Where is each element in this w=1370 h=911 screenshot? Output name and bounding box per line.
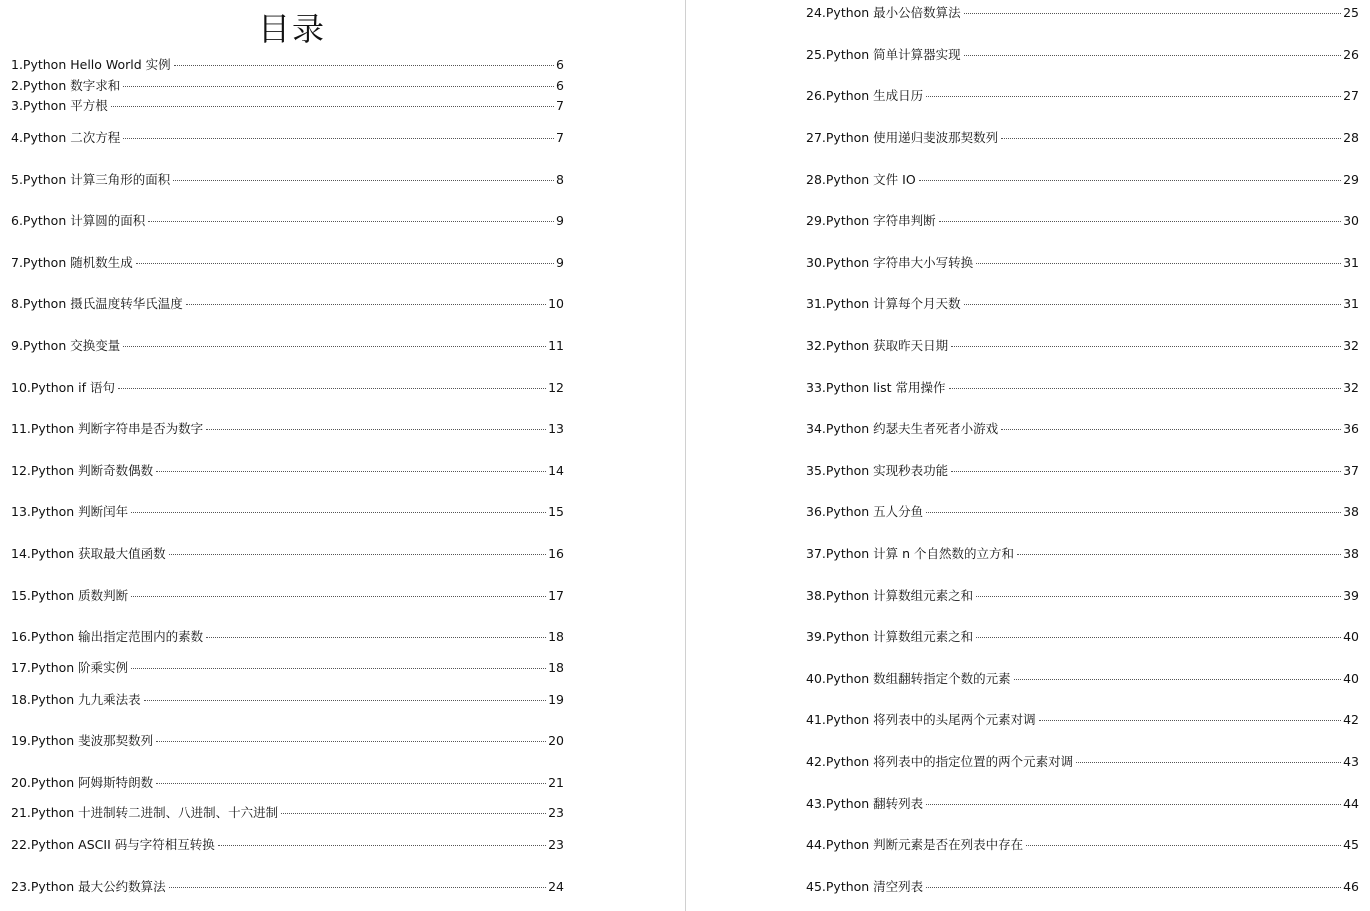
toc-entry-label: 37.Python 计算 n 个自然数的立方和 bbox=[806, 546, 1015, 561]
toc-entry[interactable] bbox=[11, 504, 564, 520]
toc-entry[interactable] bbox=[806, 796, 1359, 812]
toc-entry-label: 5.Python 计算三角形的面积 bbox=[11, 172, 171, 187]
dot-leader bbox=[144, 700, 546, 701]
toc-entry[interactable] bbox=[11, 213, 564, 229]
toc-entry[interactable] bbox=[11, 588, 564, 604]
toc-entry-label: 6.Python 计算圆的面积 bbox=[11, 213, 146, 228]
toc-entry-page: 26 bbox=[1343, 47, 1359, 62]
dot-leader bbox=[111, 106, 554, 107]
toc-entry-page: 45 bbox=[1343, 837, 1359, 852]
toc-entry-page: 9 bbox=[556, 213, 564, 228]
toc-entry-label: 4.Python 二次方程 bbox=[11, 130, 121, 145]
dot-leader bbox=[169, 554, 546, 555]
dot-leader bbox=[206, 637, 546, 638]
toc-entry-label: 24.Python 最小公倍数算法 bbox=[806, 5, 961, 20]
dot-leader bbox=[1076, 762, 1341, 763]
dot-leader bbox=[964, 304, 1341, 305]
toc-entry-page: 39 bbox=[1343, 588, 1359, 603]
toc-entry[interactable] bbox=[11, 130, 564, 146]
toc-entry-label: 35.Python 实现秒表功能 bbox=[806, 463, 949, 478]
toc-entry-label: 14.Python 获取最大值函数 bbox=[11, 546, 166, 561]
toc-right-column bbox=[806, 0, 1359, 911]
dot-leader bbox=[156, 741, 546, 742]
toc-entry[interactable] bbox=[806, 588, 1359, 604]
toc-entry-label: 26.Python 生成日历 bbox=[806, 88, 924, 103]
toc-entry-label: 11.Python 判断字符串是否为数字 bbox=[11, 421, 204, 436]
dot-leader bbox=[1026, 845, 1341, 846]
toc-entry-page: 12 bbox=[548, 380, 564, 395]
toc-entry[interactable] bbox=[11, 629, 564, 645]
toc-entry-page: 32 bbox=[1343, 380, 1359, 395]
dot-leader bbox=[951, 471, 1341, 472]
toc-entry[interactable] bbox=[11, 463, 564, 479]
dot-leader bbox=[964, 55, 1341, 56]
toc-entry-label: 40.Python 数组翻转指定个数的元素 bbox=[806, 671, 1011, 686]
toc-entry-page: 7 bbox=[556, 130, 564, 145]
toc-entry[interactable] bbox=[806, 629, 1359, 645]
toc-entry-page: 29 bbox=[1343, 172, 1359, 187]
toc-entry-label: 13.Python 判断闰年 bbox=[11, 504, 129, 519]
toc-entry[interactable] bbox=[806, 879, 1359, 895]
dot-leader bbox=[926, 887, 1341, 888]
page-divider bbox=[685, 0, 686, 911]
dot-leader bbox=[169, 887, 546, 888]
dot-leader bbox=[1001, 138, 1341, 139]
toc-entry[interactable] bbox=[806, 421, 1359, 437]
toc-entry-page: 21 bbox=[548, 775, 564, 790]
dot-leader bbox=[156, 783, 546, 784]
toc-entry-label: 28.Python 文件 IO bbox=[806, 172, 916, 187]
toc-entry-label: 21.Python 十进制转二进制、八进制、十六进制 bbox=[11, 805, 279, 820]
toc-entry-label: 41.Python 将列表中的头尾两个元素对调 bbox=[806, 712, 1036, 727]
toc-entry-page: 6 bbox=[556, 78, 564, 93]
toc-entry-page: 40 bbox=[1343, 671, 1359, 686]
toc-entry-label: 44.Python 判断元素是否在列表中存在 bbox=[806, 837, 1024, 852]
toc-entry-page: 9 bbox=[556, 255, 564, 270]
page-title: 目录 bbox=[258, 10, 327, 48]
toc-entry[interactable] bbox=[806, 712, 1359, 728]
dot-leader bbox=[123, 346, 546, 347]
dot-leader bbox=[1014, 679, 1341, 680]
dot-leader bbox=[951, 346, 1341, 347]
toc-entry-page: 32 bbox=[1343, 338, 1359, 353]
toc-entry-page: 23 bbox=[548, 805, 564, 820]
toc-entry-label: 20.Python 阿姆斯特朗数 bbox=[11, 775, 154, 790]
toc-entry-page: 15 bbox=[548, 504, 564, 519]
toc-entry-label: 32.Python 获取昨天日期 bbox=[806, 338, 949, 353]
dot-leader bbox=[976, 596, 1341, 597]
toc-entry-page: 42 bbox=[1343, 712, 1359, 727]
toc-entry[interactable] bbox=[11, 296, 564, 312]
toc-entry[interactable] bbox=[11, 78, 564, 94]
toc-entry[interactable] bbox=[11, 380, 564, 396]
toc-entry-page: 36 bbox=[1343, 421, 1359, 436]
toc-entry[interactable] bbox=[806, 380, 1359, 396]
toc-entry-page: 43 bbox=[1343, 754, 1359, 769]
dot-leader bbox=[174, 65, 554, 66]
toc-entry[interactable] bbox=[11, 172, 564, 188]
toc-entry[interactable] bbox=[806, 671, 1359, 687]
dot-leader bbox=[976, 263, 1341, 264]
dot-leader bbox=[131, 596, 546, 597]
toc-entry[interactable] bbox=[11, 805, 564, 821]
toc-entry-page: 17 bbox=[548, 588, 564, 603]
toc-entry[interactable] bbox=[806, 504, 1359, 520]
toc-entry-label: 25.Python 简单计算器实现 bbox=[806, 47, 961, 62]
toc-entry[interactable] bbox=[11, 98, 564, 114]
toc-entry-page: 38 bbox=[1343, 546, 1359, 561]
toc-entry[interactable] bbox=[806, 754, 1359, 770]
dot-leader bbox=[976, 637, 1341, 638]
toc-entry-page: 46 bbox=[1343, 879, 1359, 894]
toc-entry[interactable] bbox=[11, 879, 564, 895]
toc-entry[interactable] bbox=[806, 47, 1359, 63]
toc-entry[interactable] bbox=[806, 88, 1359, 104]
toc-entry-page: 18 bbox=[548, 629, 564, 644]
dot-leader bbox=[131, 668, 546, 669]
toc-entry-label: 39.Python 计算数组元素之和 bbox=[806, 629, 974, 644]
toc-entry[interactable] bbox=[11, 837, 564, 853]
toc-entry-page: 40 bbox=[1343, 629, 1359, 644]
dot-leader bbox=[919, 180, 1341, 181]
toc-entry-label: 30.Python 字符串大小写转换 bbox=[806, 255, 974, 270]
dot-leader bbox=[1001, 429, 1341, 430]
toc-entry-page: 7 bbox=[556, 98, 564, 113]
toc-entry[interactable] bbox=[806, 172, 1359, 188]
toc-entry-label: 17.Python 阶乘实例 bbox=[11, 660, 129, 675]
toc-entry-label: 31.Python 计算每个月天数 bbox=[806, 296, 961, 311]
dot-leader bbox=[173, 180, 554, 181]
toc-entry-label: 34.Python 约瑟夫生者死者小游戏 bbox=[806, 421, 999, 436]
toc-entry-page: 25 bbox=[1343, 5, 1359, 20]
toc-entry-page: 28 bbox=[1343, 130, 1359, 145]
toc-entry[interactable] bbox=[11, 733, 564, 749]
toc-entry-page: 20 bbox=[548, 733, 564, 748]
dot-leader bbox=[926, 512, 1341, 513]
toc-entry[interactable] bbox=[11, 546, 564, 562]
toc-entry-label: 7.Python 随机数生成 bbox=[11, 255, 133, 270]
toc-entry[interactable] bbox=[806, 213, 1359, 229]
toc-entry-page: 44 bbox=[1343, 796, 1359, 811]
toc-entry[interactable] bbox=[11, 338, 564, 354]
toc-entry-label: 2.Python 数字求和 bbox=[11, 78, 121, 93]
toc-entry-label: 9.Python 交换变量 bbox=[11, 338, 121, 353]
toc-entry-label: 15.Python 质数判断 bbox=[11, 588, 129, 603]
dot-leader bbox=[939, 221, 1341, 222]
toc-entry[interactable] bbox=[806, 296, 1359, 312]
toc-entry-page: 37 bbox=[1343, 463, 1359, 478]
toc-entry[interactable] bbox=[11, 660, 564, 676]
toc-entry-label: 1.Python Hello World 实例 bbox=[11, 57, 171, 72]
toc-entry[interactable] bbox=[806, 837, 1359, 853]
dot-leader bbox=[136, 263, 554, 264]
toc-entry-page: 30 bbox=[1343, 213, 1359, 228]
toc-entry[interactable] bbox=[11, 57, 564, 73]
toc-left-column bbox=[11, 0, 564, 911]
dot-leader bbox=[186, 304, 546, 305]
dot-leader bbox=[1017, 554, 1341, 555]
toc-entry-page: 14 bbox=[548, 463, 564, 478]
toc-entry-label: 16.Python 输出指定范围内的素数 bbox=[11, 629, 204, 644]
toc-entry-page: 8 bbox=[556, 172, 564, 187]
toc-entry-page: 23 bbox=[548, 837, 564, 852]
toc-entry-label: 33.Python list 常用操作 bbox=[806, 380, 946, 395]
toc-entry[interactable] bbox=[806, 255, 1359, 271]
toc-entry-label: 3.Python 平方根 bbox=[11, 98, 108, 113]
toc-entry[interactable] bbox=[806, 546, 1359, 562]
toc-entry-page: 31 bbox=[1343, 255, 1359, 270]
toc-entry-label: 36.Python 五人分鱼 bbox=[806, 504, 924, 519]
toc-entry[interactable] bbox=[11, 775, 564, 791]
toc-entry-label: 42.Python 将列表中的指定位置的两个元素对调 bbox=[806, 754, 1074, 769]
toc-entry-page: 38 bbox=[1343, 504, 1359, 519]
toc-entry-label: 22.Python ASCII 码与字符相互转换 bbox=[11, 837, 215, 852]
toc-entry[interactable] bbox=[11, 692, 564, 708]
toc-entry-label: 23.Python 最大公约数算法 bbox=[11, 879, 166, 894]
dot-leader bbox=[949, 388, 1342, 389]
toc-entry-label: 29.Python 字符串判断 bbox=[806, 213, 936, 228]
toc-entry-label: 27.Python 使用递归斐波那契数列 bbox=[806, 130, 999, 145]
dot-leader bbox=[206, 429, 546, 430]
toc-entry-page: 10 bbox=[548, 296, 564, 311]
dot-leader bbox=[131, 512, 546, 513]
toc-entry-label: 43.Python 翻转列表 bbox=[806, 796, 924, 811]
dot-leader bbox=[118, 388, 546, 389]
toc-entry-page: 11 bbox=[548, 338, 564, 353]
dot-leader bbox=[123, 138, 554, 139]
dot-leader bbox=[148, 221, 554, 222]
toc-entry[interactable] bbox=[806, 463, 1359, 479]
dot-leader bbox=[281, 813, 546, 814]
toc-entry[interactable] bbox=[806, 130, 1359, 146]
dot-leader bbox=[1039, 720, 1341, 721]
dot-leader bbox=[156, 471, 546, 472]
toc-entry-label: 38.Python 计算数组元素之和 bbox=[806, 588, 974, 603]
toc-entry-label: 8.Python 摄氏温度转华氏温度 bbox=[11, 296, 183, 311]
toc-entry-page: 19 bbox=[548, 692, 564, 707]
toc-entry[interactable] bbox=[11, 421, 564, 437]
dot-leader bbox=[926, 96, 1341, 97]
toc-entry[interactable] bbox=[11, 255, 564, 271]
toc-entry-label: 10.Python if 语句 bbox=[11, 380, 116, 395]
toc-entry-label: 18.Python 九九乘法表 bbox=[11, 692, 141, 707]
dot-leader bbox=[964, 13, 1341, 14]
toc-entry[interactable] bbox=[806, 5, 1359, 21]
toc-entry-label: 12.Python 判断奇数偶数 bbox=[11, 463, 154, 478]
toc-entry-page: 27 bbox=[1343, 88, 1359, 103]
toc-entry-page: 16 bbox=[548, 546, 564, 561]
dot-leader bbox=[218, 845, 546, 846]
toc-entry-label: 19.Python 斐波那契数列 bbox=[11, 733, 154, 748]
toc-entry-page: 13 bbox=[548, 421, 564, 436]
dot-leader bbox=[926, 804, 1341, 805]
toc-entry-page: 6 bbox=[556, 57, 564, 72]
toc-entry-page: 31 bbox=[1343, 296, 1359, 311]
toc-entry-page: 24 bbox=[548, 879, 564, 894]
toc-entry-page: 18 bbox=[548, 660, 564, 675]
dot-leader bbox=[123, 86, 554, 87]
toc-entry-label: 45.Python 清空列表 bbox=[806, 879, 924, 894]
toc-entry[interactable] bbox=[806, 338, 1359, 354]
